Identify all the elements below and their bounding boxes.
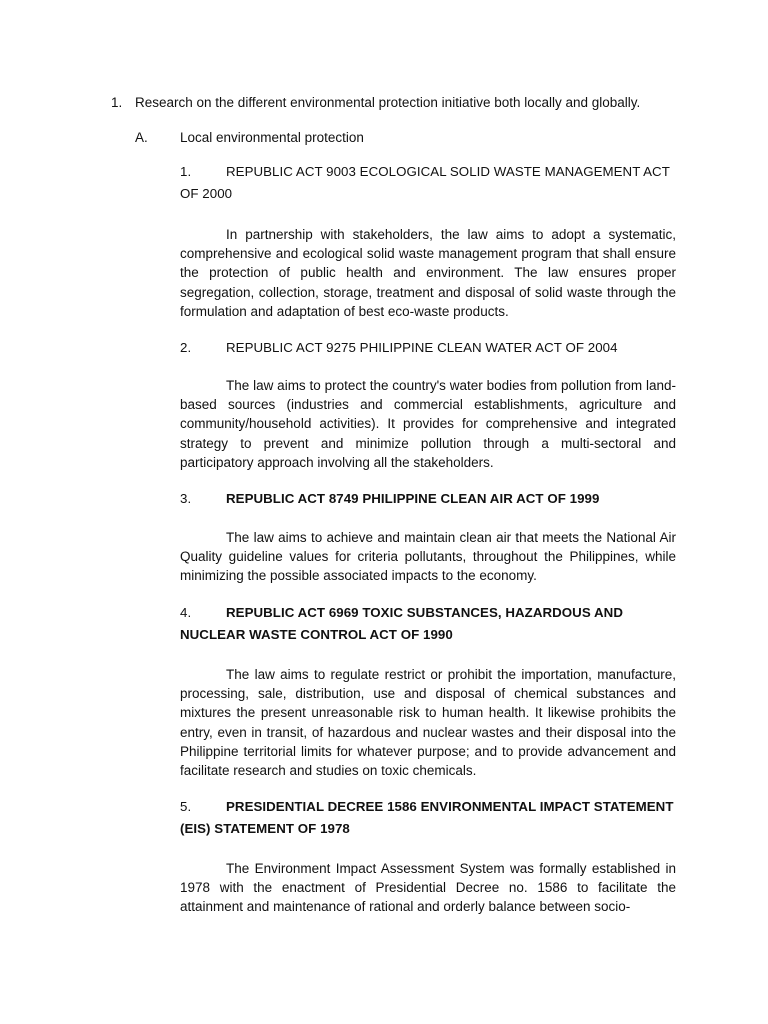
item-3-body: The law aims to achieve and maintain clean air that meets the National Air Quality guideline values for criteria pollutants, throughout the Philippines, while minimizing the possible associated impacts to the economy. xyxy=(180,530,676,584)
intro-number: 1. xyxy=(111,95,123,110)
item-1-body: In partnership with stakeholders, the law aims to adopt a systematic, comprehensive and ecological solid waste management program that shall ensure the protection of public health and environment. The law ensures proper segregation, collection, storage, treatment and disposal of solid waste through the formulation and adaptation of best eco-waste products. xyxy=(180,227,676,319)
item-3-heading xyxy=(180,488,680,510)
item-5-number: 5. xyxy=(180,799,192,814)
item-1-number: 1. xyxy=(180,164,192,179)
item-4-body: The law aims to regulate restrict or prohibit the importation, manufacture, processing, sale, distribution, use and disposal of chemical substances and mixtures the present unreasonable risk to human health. It likewise prohibits the entry, even in transit, of hazardous and nuclear wastes and their disposal into the Philippine territorial limits for whatever purpose; and to provide advancement and facilitate research and studies on toxic chemicals. xyxy=(180,667,676,779)
item-4-heading xyxy=(180,602,680,646)
item-4-number: 4. xyxy=(180,605,192,620)
section-letter: A. xyxy=(135,130,148,145)
item-3-title: REPUBLIC ACT 8749 PHILIPPINE CLEAN AIR ACT OF 1999 xyxy=(226,491,600,506)
item-5-heading xyxy=(180,796,680,840)
item-2-body: The law aims to protect the country's water bodies from pollution from land-based sources (industries and commercial establishments, agriculture and community/household activities). It provides for comprehensive and integrated strategy to prevent and minimize pollution through a multi-sectoral and participatory approach involving all the stakeholders. xyxy=(180,378,676,470)
item-1-title: REPUBLIC ACT 9003 ECOLOGICAL SOLID WASTE MANAGEMENT ACT OF 2000 xyxy=(180,164,670,201)
item-4-title: REPUBLIC ACT 6969 TOXIC SUBSTANCES, HAZARDOUS AND NUCLEAR WASTE CONTROL ACT OF 1990 xyxy=(180,605,623,642)
item-3-number: 3. xyxy=(180,491,192,506)
item-2-title: REPUBLIC ACT 9275 PHILIPPINE CLEAN WATER ACT OF 2004 xyxy=(226,340,618,355)
item-2-number: 2. xyxy=(180,340,192,355)
item-1-heading xyxy=(180,161,680,205)
item-2-heading xyxy=(180,337,680,359)
item-5-body: The Environment Impact Assessment System was formally established in 1978 with the enactment of Presidential Decree no. 1586 to facilitate the attainment and maintenance of rational and orderly balance between socio- xyxy=(180,861,676,915)
item-5-title: PRESIDENTIAL DECREE 1586 ENVIRONMENTAL IMPACT STATEMENT (EIS) STATEMENT OF 1978 xyxy=(180,799,674,836)
section-title: Local environmental protection xyxy=(180,130,364,145)
intro-text: Research on the different environmental protection initiative both locally and globally. xyxy=(135,95,641,110)
